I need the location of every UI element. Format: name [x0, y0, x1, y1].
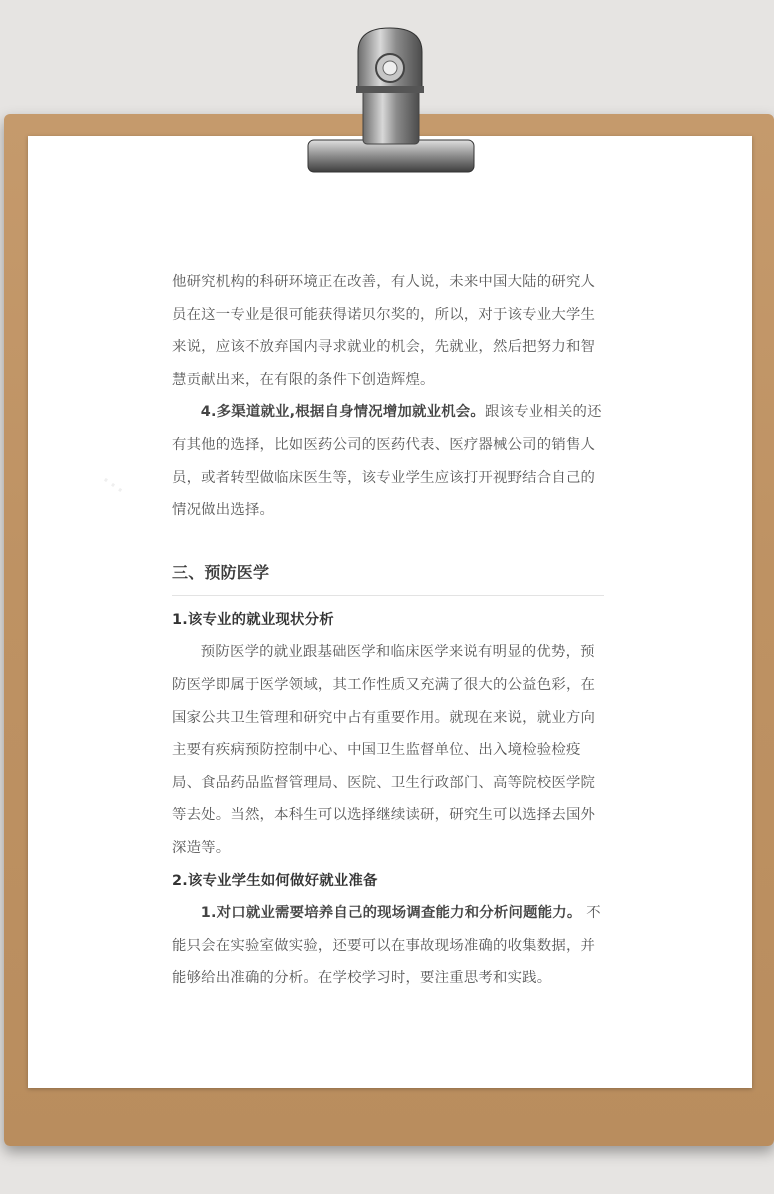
paragraph-2-text: 跟该专业相关的还有其他的选择，比如医药公司的医药代表、医疗器械公司的销售人员，或者转型做临床医生等，该专业学生应该打开视野结合自己的情况做出选择。: [172, 404, 602, 519]
paragraph-2: [172, 396, 604, 526]
section-title: 三、预防医学: [172, 555, 604, 596]
watermark: ⋯: [93, 465, 133, 505]
document-body: [172, 266, 604, 995]
paragraph-4-text: 不能只会在实验室做实验，还要可以在事故现场准确的收集数据，并能够给出准确的分析。在学校学习时，要注重思考和实践。: [172, 905, 601, 987]
binder-clip-icon: [300, 22, 480, 182]
paragraph-4-heading: 1.对口就业需要培养自己的现场调查能力和分析问题能力。: [200, 905, 582, 922]
paragraph-3: 预防医学的就业跟基础医学和临床医学来说有明显的优势，预防医学即属于医学领域，其工作性质又充满了很大的公益色彩，在国家公共卫生管理和研究中占有重要作用。就现在来说，就业方向主要有疾病预防控制中心、中国卫生监督单位、出入境检验检疫局、食品药品监督管理局、医院、卫生行政部门、高等院校医学院等去处。当然，本科生可以选择继续读研，研究生可以选择去国外深造等。: [172, 644, 596, 856]
paragraph-4: [172, 897, 604, 995]
subsection-title-2: 2.该专业学生如何做好就业准备: [172, 872, 378, 889]
subsection-title-1: 1.该专业的就业现状分析: [172, 611, 334, 628]
paragraph-2-heading: 4.多渠道就业,根据自身情况增加就业机会。: [200, 404, 485, 421]
paragraph-1: 他研究机构的科研环境正在改善，有人说，未来中国大陆的研究人员在这一专业是很可能获得诺贝尔奖的，所以，对于该专业大学生来说，应该不放弃国内寻求就业的机会，先就业，然后把努力和智慧贡献出来，在有限的条件下创造辉煌。: [172, 274, 596, 388]
